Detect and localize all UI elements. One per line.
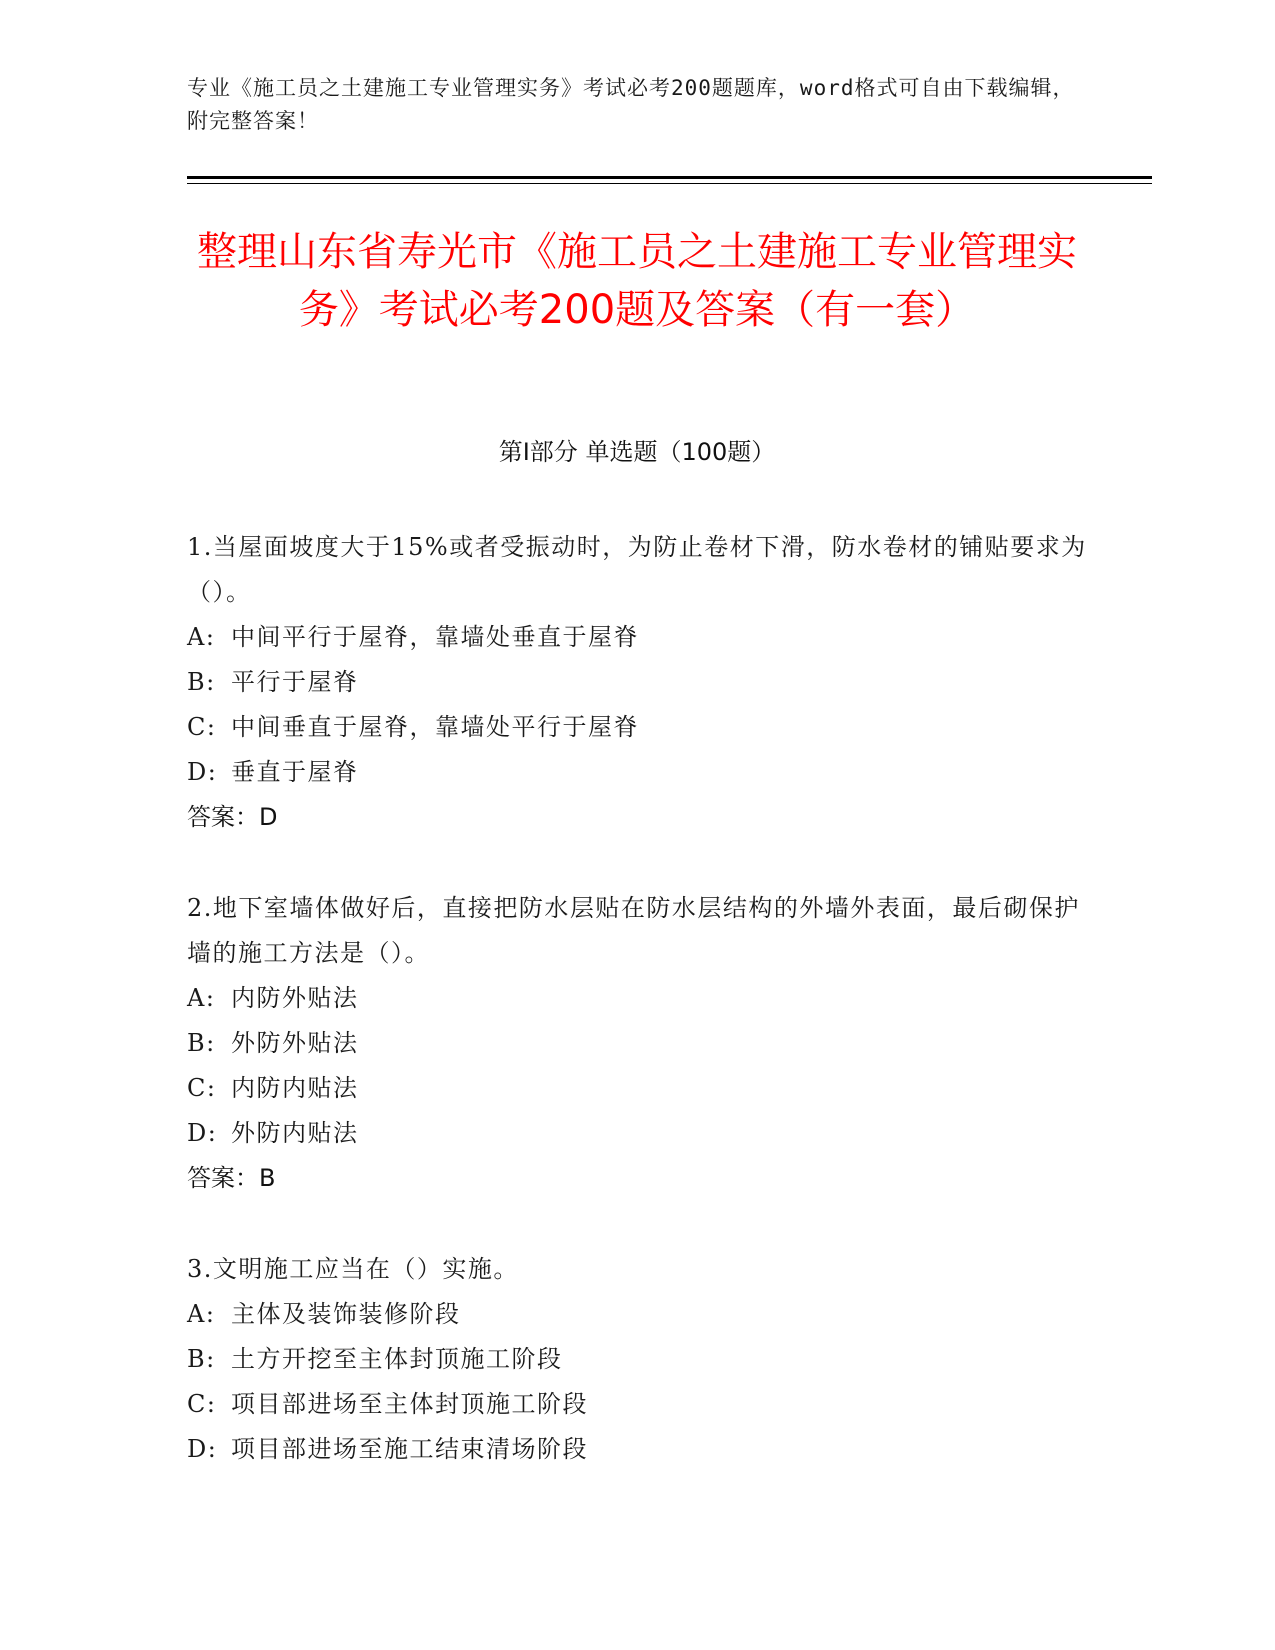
option-text: 中间平行于屋脊，靠墙处垂直于屋脊 [231,623,639,651]
option-key: C: [187,713,217,741]
option-d [187,1111,1087,1156]
question-stem: 1.当屋面坡度大于15%或者受振动时，为防止卷材下滑，防水卷材的铺贴要求为（）。 [187,533,1087,606]
option-key: A: [187,623,216,651]
option-key: B: [187,668,216,696]
document-title: 整理山东省寿光市《施工员之土建施工专业管理实务》考试必考200题及答案（有一套） [197,229,1077,333]
option-text: 项目部进场至主体封顶施工阶段 [231,1390,588,1418]
header-rule-thin [187,183,1152,184]
option-key: D: [187,758,218,786]
option-text: 中间垂直于屋脊，靠墙处平行于屋脊 [231,713,639,741]
option-key: C: [187,1074,217,1102]
question-stem: 3.文明施工应当在（）实施。 [187,1255,519,1283]
option-b [187,1021,1087,1066]
question-2 [187,886,1087,1201]
option-text: 土方开挖至主体封顶施工阶段 [231,1345,563,1373]
question-3 [187,1247,1087,1472]
header-note: 专业《施工员之土建施工专业管理实务》考试必考200题题库，word格式可自由下载编辑，附完整答案！ [187,76,1075,133]
question-list [187,525,1087,1518]
answer-line: 答案：D [187,803,278,831]
option-text: 内防内贴法 [231,1074,359,1102]
option-key: C: [187,1390,217,1418]
section-title: 第Ⅰ部分 单选题（100题） [498,438,776,466]
option-key: B: [187,1029,216,1057]
option-text: 内防外贴法 [231,984,359,1012]
option-key: A: [187,1300,216,1328]
option-c [187,1382,1087,1427]
option-key: B: [187,1345,216,1373]
option-text: 主体及装饰装修阶段 [231,1300,461,1328]
option-text: 平行于屋脊 [231,668,359,696]
option-d [187,750,1087,795]
option-b [187,1337,1087,1382]
option-c [187,1066,1087,1111]
answer-line: 答案：B [187,1164,276,1192]
option-a [187,1292,1087,1337]
option-d [187,1427,1087,1472]
option-text: 垂直于屋脊 [231,758,359,786]
option-a [187,976,1087,1021]
option-key: A: [187,984,216,1012]
option-text: 外防内贴法 [231,1119,359,1147]
question-1 [187,525,1087,840]
option-key: D: [187,1435,218,1463]
option-a [187,615,1087,660]
header-rule-thick [187,176,1152,179]
option-c [187,705,1087,750]
option-text: 外防外贴法 [231,1029,359,1057]
option-b [187,660,1087,705]
option-key: D: [187,1119,218,1147]
option-text: 项目部进场至施工结束清场阶段 [231,1435,588,1463]
question-stem: 2.地下室墙体做好后，直接把防水层贴在防水层结构的外墙外表面，最后砌保护墙的施工方法是（）。 [187,894,1080,967]
